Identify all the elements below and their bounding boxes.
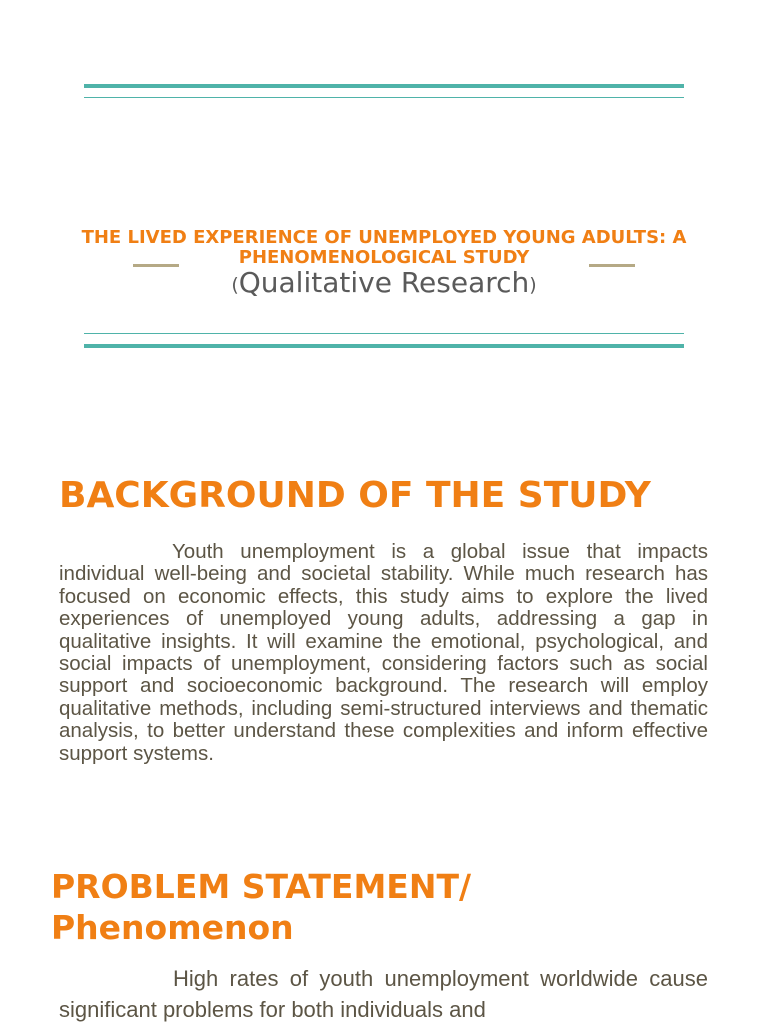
problem-heading-line2: Phenomenon	[51, 908, 294, 947]
subtitle-open-paren: (	[231, 274, 239, 296]
background-paragraph: Youth unemployment is a global issue that impacts individual well-being and societal stability. While much research has focused on economic effects, this study aims to explore the lived experiences of unemployed young adults, addressing a gap in qualitative insights. It will examine the emotional, psychological, and social impacts of unemployment, considering factors such as social support and socioeconomic background. The research will employ qualitative methods, including semi-structured interviews and thematic analysis, to better understand these complexities and inform effective support systems.	[59, 540, 708, 765]
bottom-divider-thick	[84, 344, 684, 348]
background-heading: BACKGROUND OF THE STUDY	[59, 475, 651, 516]
subtitle-text: Qualitative Research	[238, 266, 530, 299]
problem-heading	[51, 866, 471, 948]
subtitle-close-paren: )	[529, 274, 537, 296]
top-divider-thin	[84, 97, 684, 98]
document-subtitle	[0, 266, 768, 302]
document-title: THE LIVED EXPERIENCE OF UNEMPLOYED YOUNG ADULTS: A PHENOMENOLOGICAL STUDY	[81, 227, 687, 268]
problem-paragraph: High rates of youth unemployment worldwide cause significant problems for both individuals and	[59, 966, 708, 1022]
top-divider-thick	[84, 84, 684, 88]
problem-heading-line1: PROBLEM STATEMENT/	[51, 867, 472, 906]
bottom-divider-thin	[84, 333, 684, 334]
